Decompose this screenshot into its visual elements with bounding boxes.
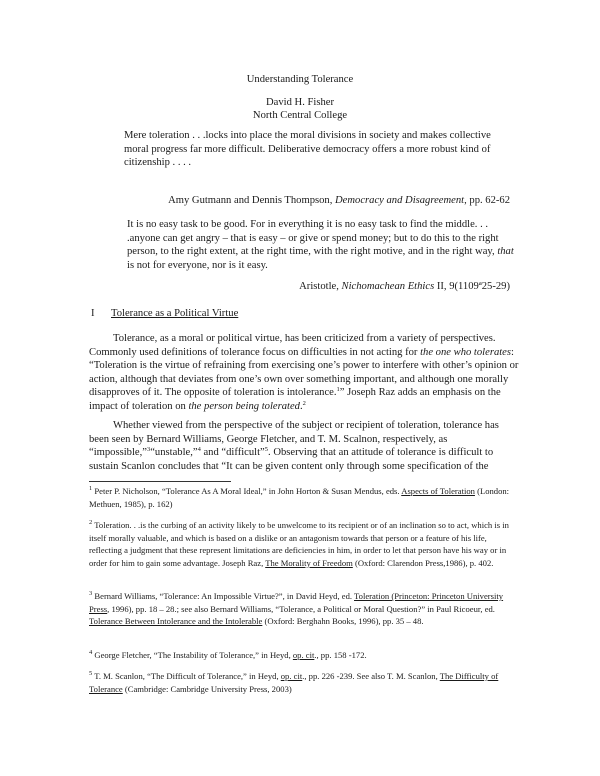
section-heading <box>91 307 238 320</box>
footnote-2: $^2$ Toleration. . .is the curbing of an activity likely to be unwelcome to its recipient or of an inclination so to act, which is in itself morally valuable, and which is based on a dislike or an antagonism towards that person or a feature of his life, reflecting a judgment that these represent limitations are deficiencies in him, in order to let that person have his way or in order for him to gain some advantage. Joseph Raz, The Morality of Freedom (Oxford: Clarendon Press,1986), p. 402. <box>89 519 509 568</box>
section-title: Tolerance as a Political Virtue <box>111 308 239 319</box>
footnote-divider <box>89 481 231 482</box>
footnote-ref-5[interactable]: 5 <box>264 446 269 454</box>
footnote-5-book-title: The Difficulty of Tolerance <box>89 671 499 694</box>
footnote-5: $^5$ T. M. Scanlon, “The Difficult of Tolerance,” in Heyd, op. cit., pp. 226 -239. See also T. M. Scanlon, The Difficulty of Tolerance (Cambridge: Cambridge University Press, 2003) <box>89 670 499 694</box>
body-paragraph-1: Tolerance, as a moral or political virtue, has been criticized from a variety of perspectives. Commonly used definitions of tolerance focus on difficulties in not acting for the one who tolerates: “Toleration is the virtue of refraining from exercising one’s power to interfere with other’s opinion or action, although that deviates from one’s own over something important, and although one morally disapproves of it. The opposite of toleration is intolerance.$^1$” Joseph Raz adds an emphasis on the impact of toleration on the person being tolerated.$^2$ <box>89 333 519 412</box>
footnote-1-book-title: Aspects of Toleration <box>401 486 475 496</box>
epigraph-attribution-2: Aristotle, Nichomachean Ethics II, 9(1109ª25-29) <box>299 281 510 292</box>
page-title: Understanding Tolerance <box>246 74 354 85</box>
author-institution: North Central College <box>252 110 348 121</box>
footnote-ref-2[interactable]: 2 <box>302 399 306 407</box>
footnote-3-book-title-2: Tolerance Between Intolerance and the Intolerable <box>89 616 263 627</box>
footnote-2-book-title: The Morality of Freedom <box>265 557 353 568</box>
epigraph-attribution-1: Amy Gutmann and Dennis Thompson, Democracy and Disagreement, pp. 62-62 <box>168 195 510 206</box>
footnote-1: $^1$ Peter P. Nicholson, “Tolerance As A Moral Ideal,” in John Horton & Susan Mendus, eds. Aspects of Toleration (London: Methuen, 1985), p. 162) <box>89 485 510 509</box>
footnote-ref-3[interactable]: 3 <box>146 446 151 454</box>
epigraph-quote-1: Mere toleration . . .locks into place the moral divisions in society and makes collective moral progress far more difficult. Deliberative democracy offers a more robust kind of citizenship . . . . <box>124 130 491 169</box>
epigraph-quote-2: It is no easy task to be good. For in everything it is no easy task to find the middle. . . .anyone can get angry – that is easy – or give or spend money; but to do this to the right person, to the right extent, at the right time, with the right motive, and in the right way, that is not for everyone, nor is it easy. <box>127 219 514 272</box>
footnote-3-book-title-1: Toleration (Princeton: Princeton University Press <box>89 591 504 614</box>
body-paragraph-2: Whether viewed from the perspective of the subject or recipient of toleration, tolerance has been seen by Bernard Williams, George Fletcher, and T. M. Scalnon, respectively, as “impossible,”$^3$“unstable,”$^4$ and “difficult”$^5$. Observing that an attitude of tolerance is difficult to sustain Scanlon concludes that “It can be given content only through some specification of the <box>89 420 499 472</box>
author-name: David H. Fisher <box>266 97 334 108</box>
footnote-4: $^4$ George Fletcher, “The Instability of Tolerance,” in Heyd, op. cit., pp. 158 -172. <box>89 649 367 660</box>
footnote-ref-1[interactable]: 1 <box>336 386 340 394</box>
section-number: I <box>91 308 95 319</box>
footnote-ref-4[interactable]: 4 <box>197 446 201 454</box>
footnote-3: $^3$ Bernard Williams, “Tolerance: An Impossible Virtue?”, in David Heyd, ed. Toleration (Princeton: Princeton University Press, 1996), pp. 18 – 28.; see also Bernard Williams, “Tolerance, a Political or Moral Question?” in Paul Ricoeur, ed. Tolerance Between Intolerance and the Intolerable (Oxford: Berghahn Books, 1996), pp. 35 – 48. <box>89 590 504 627</box>
